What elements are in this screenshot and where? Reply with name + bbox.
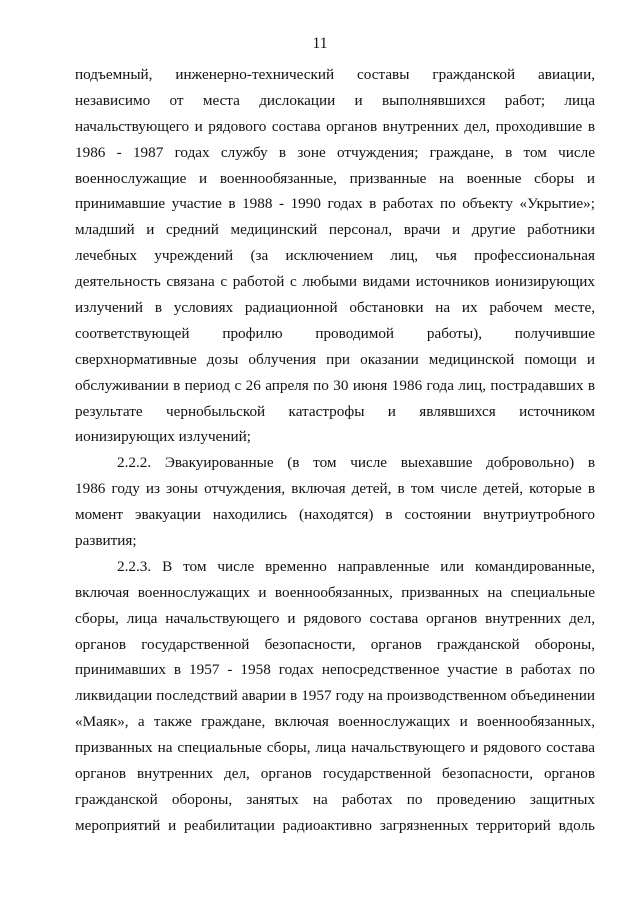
text-line: результате чернобыльской катастрофы и являвшихся источником xyxy=(75,402,595,420)
text-line: 1986 году из зоны отчуждения, включая детей, в том числе детей, которые в xyxy=(75,480,595,498)
text-line: ионизирующих излучений; xyxy=(75,428,251,446)
text-line: включая военнослужащих и военнообязанных, призванных на специальные xyxy=(75,583,595,601)
text-line: развития; xyxy=(75,532,137,550)
text-line: деятельность связана с работой с любыми видами источников ионизирующих xyxy=(75,273,595,291)
text-line: сборы, лица начальствующего и рядового состава органов внутренних дел, xyxy=(75,609,595,627)
text-line: сверхнормативные дозы облучения при оказании медицинской помощи и xyxy=(75,350,595,368)
text-line: 2.2.2. Эвакуированные (в том числе выехавшие добровольно) в xyxy=(117,454,595,472)
text-line: принимавшие участие в 1988 - 1990 годах в работах по объекту «Укрытие»; xyxy=(75,195,595,213)
text-line: лечебных учреждений (за исключением лиц, чья профессиональная xyxy=(75,247,595,265)
text-line: начальствующего и рядового состава органов внутренних дел, проходившие в xyxy=(75,117,595,135)
text-line: военнослужащие и военнообязанные, призванные на военные сборы и xyxy=(75,169,595,187)
text-line: гражданской обороны, занятых на работах по проведению защитных xyxy=(75,790,595,808)
text-line: излучений в условиях радиационной обстановки на их рабочем месте, xyxy=(75,299,595,317)
text-line: ликвидации последствий аварии в 1957 году на производственном объединении xyxy=(75,687,595,705)
text-line: соответствующей профилю проводимой работы), получившие xyxy=(75,324,595,342)
text-line: принимавших в 1957 - 1958 годах непосредственное участие в работах по xyxy=(75,661,595,679)
text-line: момент эвакуации находились (находятся) в состоянии внутриутробного xyxy=(75,506,595,524)
text-line: «Маяк», а также граждане, включая военнослужащих и военнообязанных, xyxy=(75,713,595,731)
page-number: 11 xyxy=(312,35,328,52)
text-line: мероприятий и реабилитации радиоактивно загрязненных территорий вдоль xyxy=(75,816,595,834)
text-line: младший и средний медицинский персонал, врачи и другие работники xyxy=(75,221,595,239)
text-line: подъемный, инженерно-технический составы гражданской авиации, xyxy=(75,66,595,83)
text-line: 1986 - 1987 годах службу в зоне отчуждения; граждане, в том числе xyxy=(75,143,595,161)
text-line: 2.2.3. В том числе временно направленные или командированные, xyxy=(117,557,595,575)
document-body xyxy=(75,62,595,839)
text-line: органов внутренних дел, органов государственной безопасности, органов xyxy=(75,765,595,783)
text-line: органов государственной безопасности, органов гражданской обороны, xyxy=(75,635,595,653)
text-line: призванных на специальные сборы, лица начальствующего и рядового состава xyxy=(75,739,595,757)
text-line: независимо от места дислокации и выполнявшихся работ; лица xyxy=(75,91,595,109)
text-line: обслуживании в период с 26 апреля по 30 июня 1986 года лиц, пострадавших в xyxy=(75,376,595,394)
